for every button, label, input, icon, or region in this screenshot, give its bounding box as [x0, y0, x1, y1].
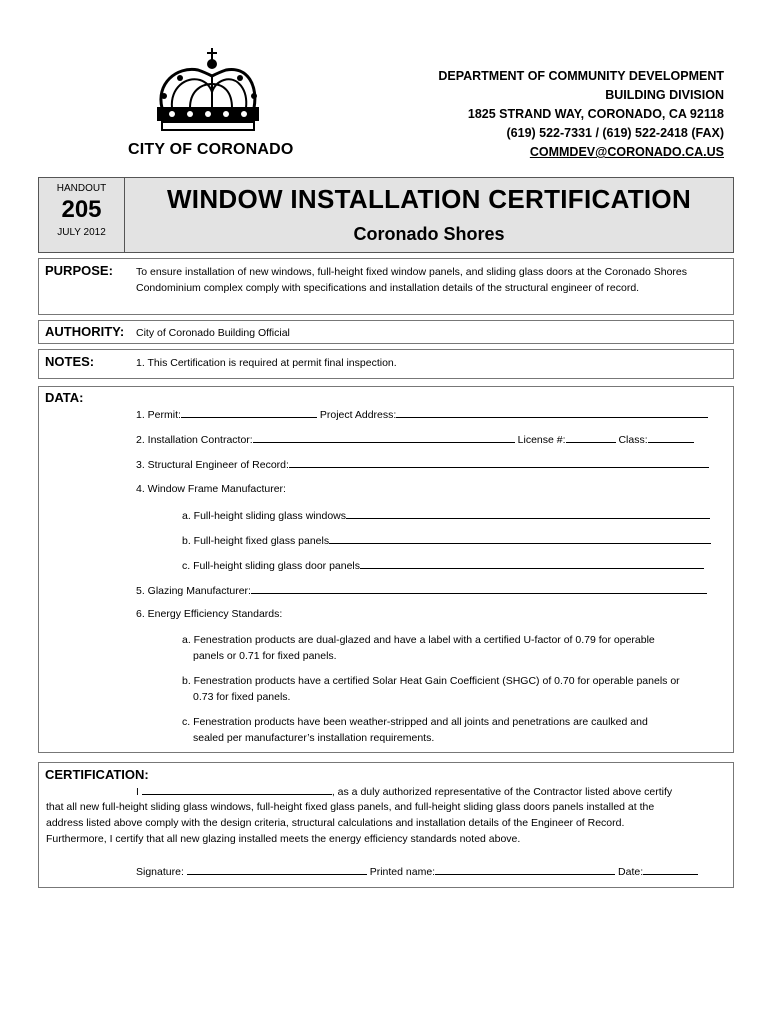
authority-text: City of Coronado Building Official — [136, 327, 290, 339]
frame-a-field[interactable] — [346, 508, 710, 519]
frame-c-row — [182, 558, 704, 572]
project-address-label: Project Address: — [319, 409, 397, 421]
glazing-field[interactable] — [251, 583, 707, 594]
division-name: BUILDING DIVISION — [605, 88, 724, 102]
frame-a-label: a. Full-height sliding glass windows — [182, 510, 346, 522]
notes-label: NOTES: — [45, 354, 95, 369]
title-box — [38, 177, 734, 253]
phone-fax: (619) 522-7331 / (619) 522-2418 (FAX) — [506, 126, 724, 140]
frame-a-row — [182, 508, 710, 522]
frame-c-field[interactable] — [360, 558, 704, 569]
energy-a-line1: a. Fenestration products are dual-glazed and have a label with a certified U-factor of 0.79 for operable — [182, 634, 655, 646]
certifier-prefix: I — [136, 786, 139, 798]
frame-manufacturer-row — [136, 483, 286, 495]
signature-label: Signature: — [136, 866, 184, 878]
engineer-field[interactable] — [289, 457, 709, 468]
frame-b-label: b. Full-height fixed glass panels — [182, 535, 330, 547]
energy-b-line2: 0.73 for fixed panels. — [193, 691, 291, 703]
energy-b-line1: b. Fenestration products have a certified Solar Heat Gain Coefficient (SHGC) of 0.70 for operable panels or — [182, 675, 680, 687]
certification-label: CERTIFICATION: — [45, 767, 149, 782]
printed-name-field[interactable] — [435, 864, 615, 875]
data-section — [38, 386, 734, 753]
energy-label: 6. Energy Efficiency Standards: — [136, 608, 283, 620]
handout-label: HANDOUT — [56, 183, 107, 194]
date-field[interactable] — [643, 864, 698, 875]
class-field[interactable] — [648, 432, 694, 443]
engineer-row — [136, 457, 709, 471]
notes-text: 1. This Certification is required at permit final inspection. — [136, 357, 397, 369]
license-field[interactable] — [566, 432, 616, 443]
certification-line1 — [136, 784, 672, 798]
city-name: CITY OF CORONADO — [128, 141, 294, 158]
printed-name-label: Printed name: — [369, 866, 436, 878]
handout-number: 205 — [61, 196, 102, 223]
handout-date: JULY 2012 — [57, 227, 106, 238]
certification-line4: Furthermore, I certify that all new glazing installed meets the energy efficiency standards noted above. — [46, 833, 521, 845]
certification-section — [38, 762, 734, 888]
authority-section — [38, 320, 734, 344]
page-subtitle: Coronado Shores — [353, 224, 505, 244]
project-address-field[interactable] — [396, 407, 708, 418]
permit-row — [136, 407, 708, 421]
glazing-row — [136, 583, 707, 597]
certification-line1-text: , as a duly authorized representative of the Contractor listed above certify — [331, 786, 673, 798]
permit-field[interactable] — [181, 407, 317, 418]
purpose-text: To ensure installation of new windows, full-height fixed window panels, and sliding glass doors at the Coronado Shores Condominium complex comply with specifications and installation details of the structural engineer of record. — [136, 266, 687, 294]
date-label: Date: — [618, 866, 644, 878]
email-link[interactable]: COMMDEV@CORONADO.CA.US — [529, 145, 724, 159]
energy-c-line2: sealed per manufacturer’s installation requirements. — [193, 732, 435, 744]
handout-block — [39, 178, 125, 252]
page-title: WINDOW INSTALLATION CERTIFICATION — [166, 184, 692, 214]
data-label: DATA: — [45, 390, 84, 405]
authority-label: AUTHORITY: — [45, 324, 125, 339]
certification-line2: that all new full-height sliding glass windows, full-height fixed glass panels, and full-height sliding glass doors panels installed at the — [46, 801, 655, 813]
department-address-block — [438, 67, 724, 162]
frame-manufacturer-label: 4. Window Frame Manufacturer: — [136, 483, 286, 495]
purpose-section — [38, 258, 734, 315]
street-address: 1825 STRAND WAY, CORONADO, CA 92118 — [467, 107, 724, 121]
certification-line3: address listed above comply with the design criteria, structural calculations and installation details of the Engineer of Record. — [46, 817, 625, 829]
glazing-label: 5. Glazing Manufacturer: — [136, 585, 251, 597]
contractor-row — [136, 432, 694, 446]
permit-label: 1. Permit: — [136, 409, 181, 421]
purpose-label: PURPOSE: — [45, 263, 113, 278]
engineer-label: 3. Structural Engineer of Record: — [136, 459, 289, 471]
class-label: Class: — [618, 434, 648, 446]
crown-icon — [150, 46, 260, 138]
contractor-field[interactable] — [253, 432, 515, 443]
energy-c-line1: c. Fenestration products have been weather-stripped and all joints and penetrations are caulked and — [182, 716, 648, 728]
contractor-label: 2. Installation Contractor: — [136, 434, 253, 446]
department-name: DEPARTMENT OF COMMUNITY DEVELOPMENT — [438, 69, 724, 83]
frame-b-row — [182, 533, 711, 547]
notes-section — [38, 349, 734, 379]
signature-row — [136, 864, 698, 878]
energy-a-line2: panels or 0.71 for fixed panels. — [193, 650, 337, 662]
frame-b-field[interactable] — [329, 533, 711, 544]
signature-field[interactable] — [187, 864, 367, 875]
certifier-name-field[interactable] — [142, 784, 332, 795]
frame-c-label: c. Full-height sliding glass door panels — [182, 560, 361, 572]
energy-row — [136, 608, 282, 620]
license-label: License #: — [517, 434, 566, 446]
